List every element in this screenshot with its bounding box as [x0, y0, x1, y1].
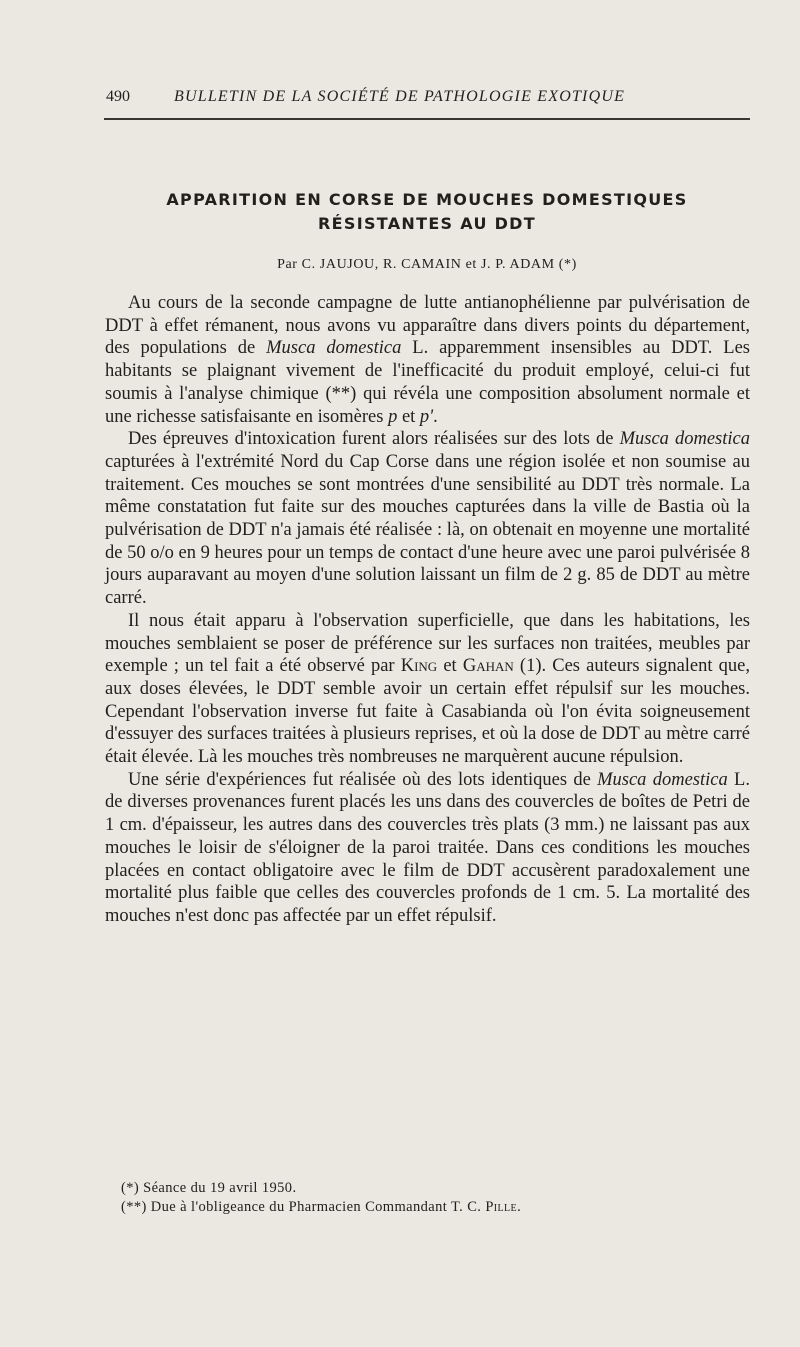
- footnotes: [121, 1179, 741, 1217]
- footnote-2-text: (**) Due à l'obligeance du Pharmacien Commandant T. C.: [121, 1199, 486, 1215]
- species-name: Musca domestica: [619, 429, 750, 450]
- paragraph-3-text-b: (1). Ces auteurs signalent que, aux doses élevées, le DDT semble avoir un certain effet répulsif sur les mouches. Cependant l'observation inverse fut faite à Casabianda où l'on évita soigneusement d'essuyer des surfaces traitées à plusieurs reprises, et où la dose de DDT au mètre carré était élevée. Là les mouches très nombreuses ne marquèrent aucune répulsion.: [105, 656, 751, 768]
- paragraph-1-text-c: .: [433, 406, 438, 427]
- paragraph-2-text-b: capturées à l'extrémité Nord du Cap Corse dans une région isolée et non soumise au traitement. Ces mouches se sont montrées d'une sensibilité au DDT très normale. La même constatation fut faite sur des mouches capturées dans la ville de Bastia où la pulvérisation de DDT n'a jamais été réalisée : là, on obtenait en moyenne une mortalité de 50 o/o en 9 heures pour un temps de contact d'une heure avec une paroi pulvérisée 8 jours auparavant au moyen d'une solution laissant un film de 2 g. 85 de DDT au mètre carré.: [105, 451, 750, 609]
- article-title: [100, 188, 754, 236]
- paragraph-3-text-a: Il nous était apparu à l'observation superficielle, que dans les habitations, les mouches semblaient se poser de préférence sur les surfaces non traitées, meubles par exemple ; un tel fait a été observé par: [105, 610, 750, 677]
- paragraph-1: [105, 292, 750, 428]
- paragraph-1-text-a: Au cours de la seconde campagne de lutte antianophélienne par pulvérisation de DDT à effet rémanent, nous avons vu apparaître dans divers points du département, des populations de: [105, 293, 750, 359]
- journal-title: BULLETIN DE LA SOCIÉTÉ DE PATHOLOGIE EXOTIQUE: [174, 88, 626, 105]
- page-number: 490: [106, 88, 130, 105]
- paragraph-2: [105, 428, 750, 610]
- footnote-2-name: Pille: [485, 1199, 518, 1215]
- running-head: [106, 88, 750, 112]
- paragraph-4-text-b: L. de diverses provenances furent placés les uns dans des couvercles de boîtes de Petri de 1 cm. d'épaisseur, les autres dans des couvercles très plats (3 mm.) ne laissant pas aux mouches le loisir de s'éloigner de la paroi traitée. Dans ces conditions les mouches placées en contact obligatoire avec le film de DDT accusèrent paradoxalement une mortalité plus faible que celles des couvercles profonds de 1 cm. 5. La mortalité des mouches n'est donc pas affectée par un effet répulsif.: [105, 769, 750, 926]
- byline: Par C. JAUJOU, R. CAMAIN et J. P. ADAM (*): [277, 257, 577, 272]
- article-title-line-2: RÉSISTANTES AU DDT: [318, 214, 536, 233]
- footnote-2-end: .: [517, 1199, 522, 1215]
- isomer-p: p: [388, 406, 398, 427]
- species-name: Musca domestica: [597, 769, 728, 790]
- footnote-2: [121, 1198, 741, 1217]
- author-king: King: [400, 656, 438, 677]
- author-join: et: [437, 656, 463, 677]
- species-name: Musca domestica: [266, 338, 402, 359]
- article-body: [105, 292, 750, 928]
- paragraph-4: [105, 769, 750, 928]
- author-gahan: Gahan: [462, 656, 514, 677]
- isomer-p-prime: p': [419, 406, 434, 427]
- article-title-line-1: APPARITION EN CORSE DE MOUCHES DOMESTIQUES: [166, 190, 688, 209]
- paragraph-2-text-a: Des épreuves d'intoxication furent alors réalisées sur des lots de: [128, 429, 620, 450]
- paragraph-3: [105, 610, 750, 769]
- paragraph-1-text-b: L. apparemment insensibles au DDT. Les habitants se plaignant vivement de l'inefficacité du produit employé, celui-ci fut soumis à l'analyse chimique (**) qui révéla une composition absolument normale et une richesse satisfaisante en isomères: [105, 338, 750, 427]
- footnote-1: (*) Séance du 19 avril 1950.: [121, 1180, 297, 1196]
- header-rule: [104, 118, 750, 120]
- isomer-join: et: [397, 406, 420, 427]
- paragraph-4-text-a: Une série d'expériences fut réalisée où des lots identiques de: [128, 769, 598, 790]
